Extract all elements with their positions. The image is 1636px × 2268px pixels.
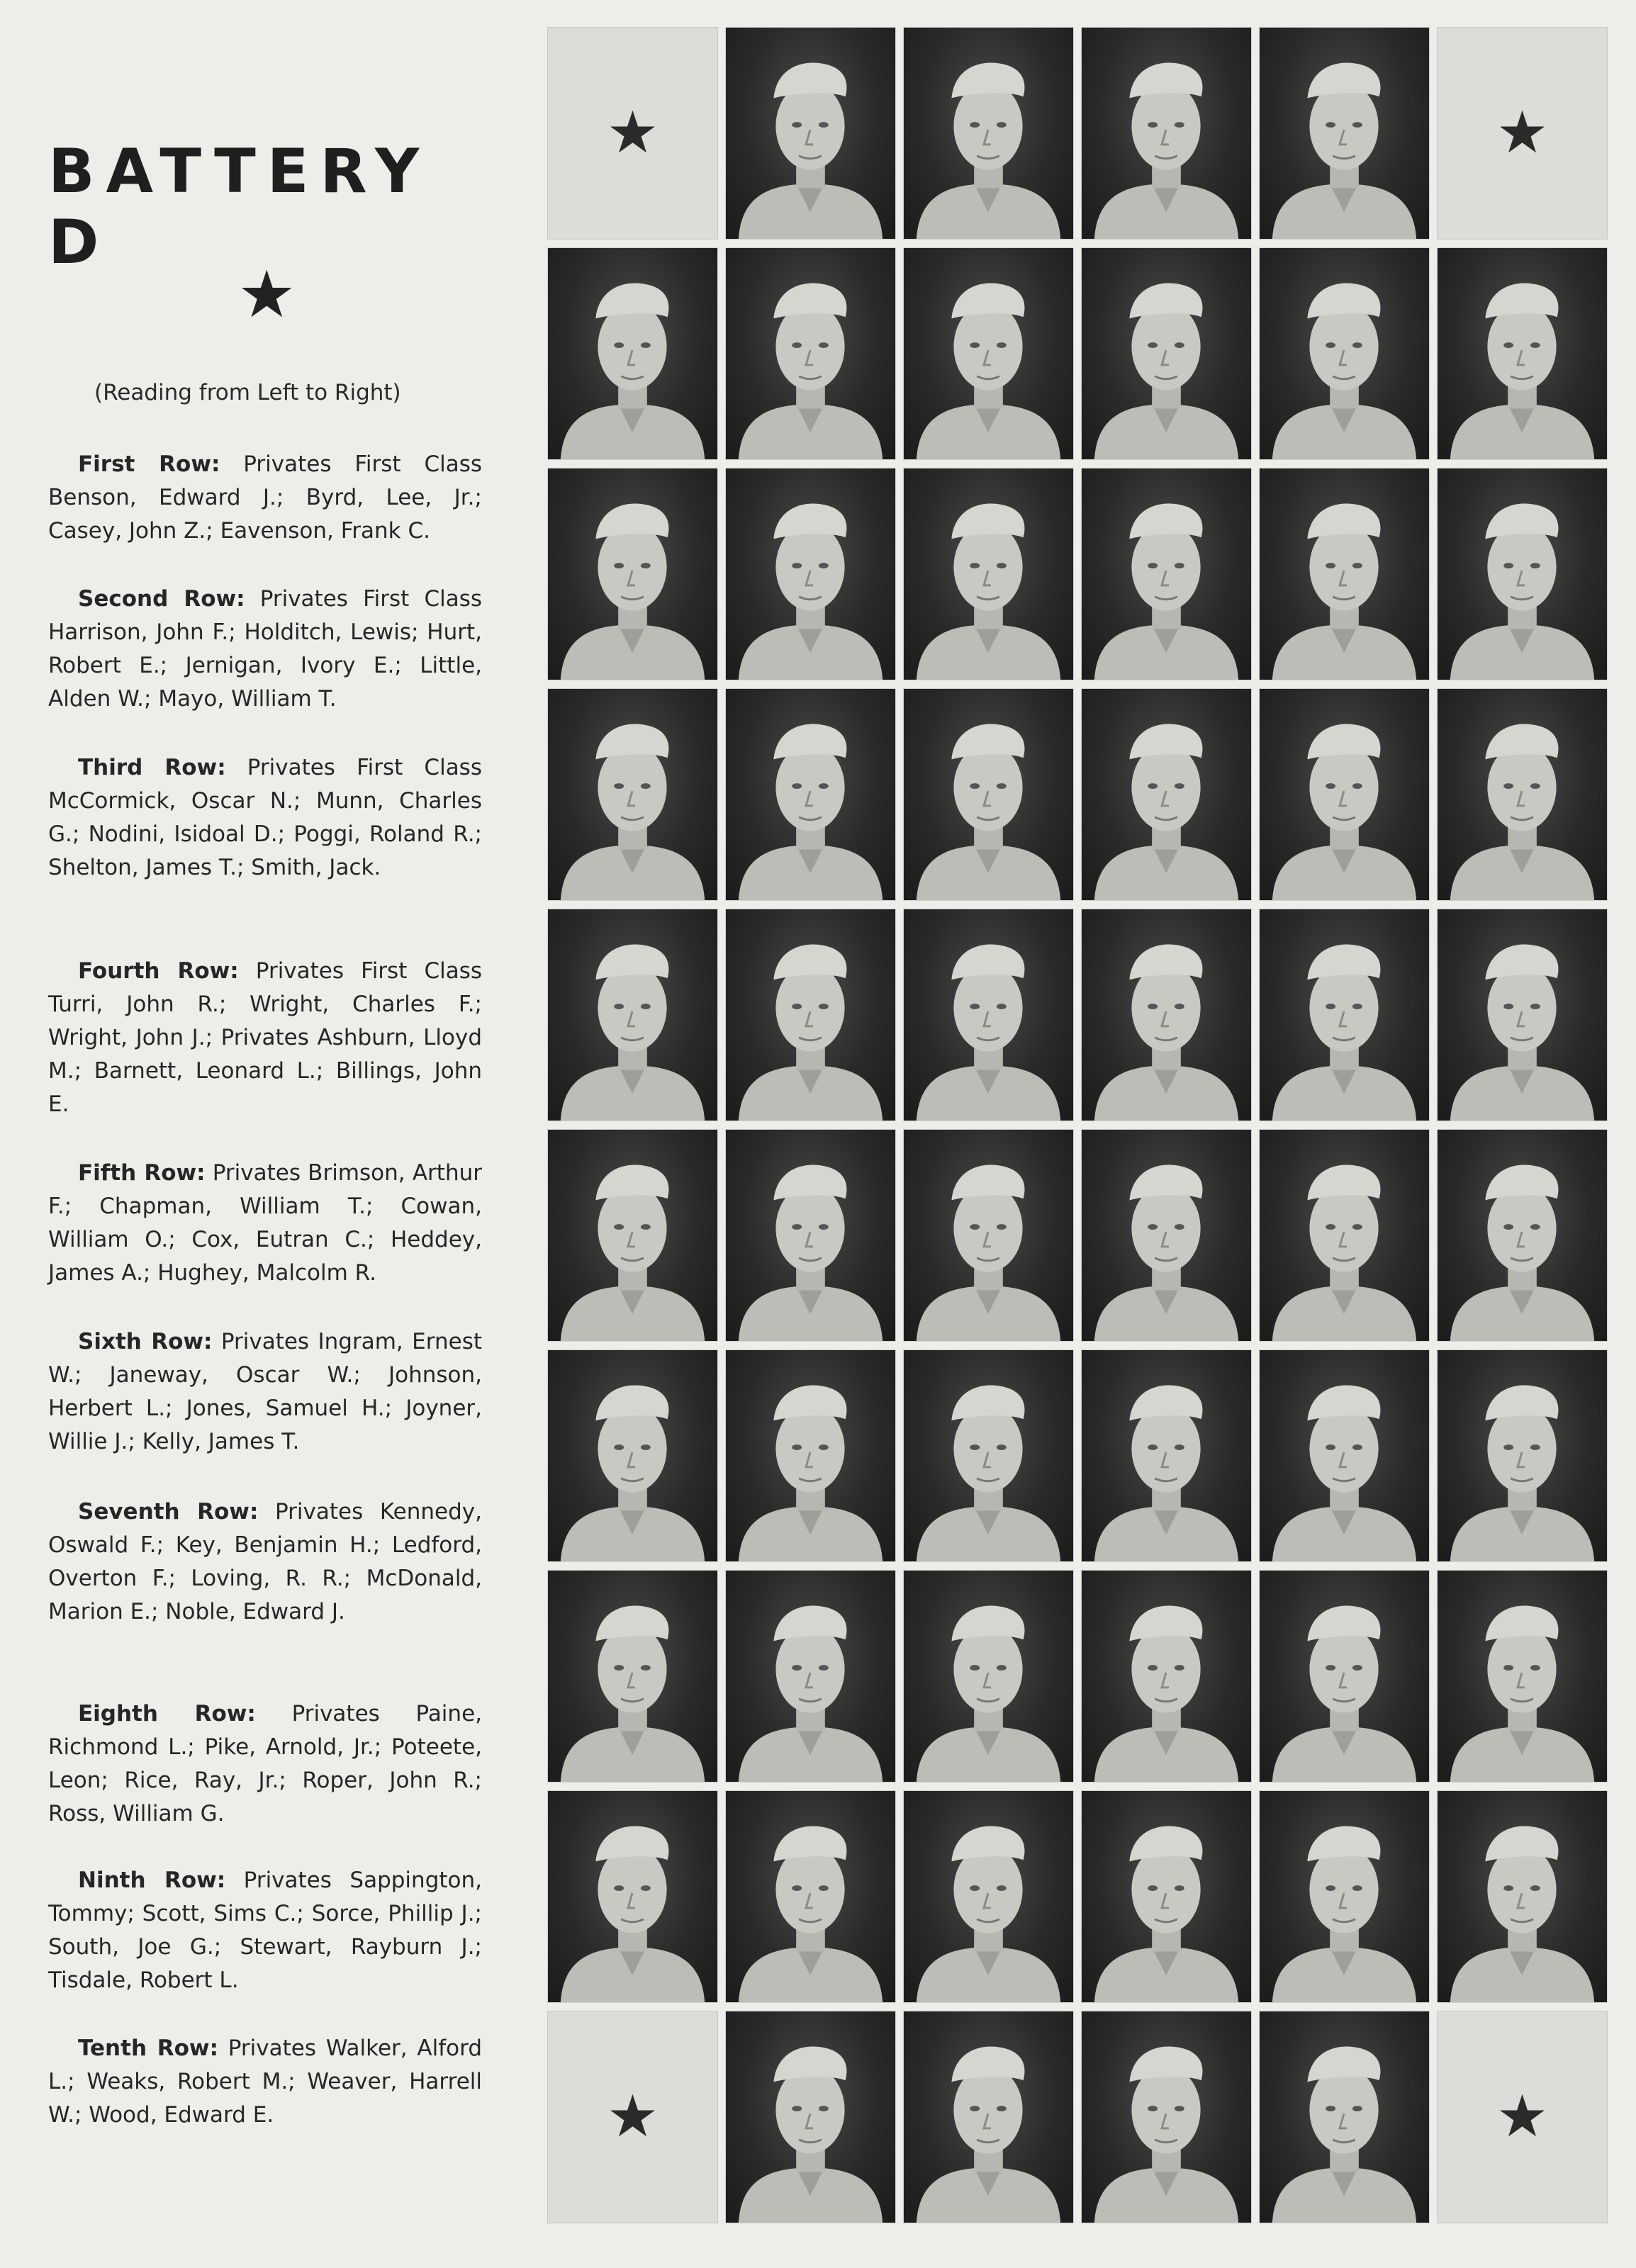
portrait-photo bbox=[1259, 247, 1430, 460]
portrait-photo bbox=[1437, 1129, 1608, 1342]
row-names: Privates First Class McCormick, Oscar N.; Munn, Charles G.; Nodini, Isidoal D.; Poggi, Roland R.; Shelton, James T.; Smith, Jack. bbox=[48, 755, 482, 880]
portrait-photo bbox=[547, 247, 718, 460]
portrait-photo bbox=[1259, 27, 1430, 240]
portrait-photo bbox=[903, 688, 1074, 901]
portrait-photo bbox=[1259, 1129, 1430, 1342]
row-label: Ninth Row: bbox=[78, 1868, 226, 1893]
star-icon: ★ bbox=[606, 2083, 659, 2150]
portrait-photo bbox=[1081, 1129, 1252, 1342]
portrait-photo bbox=[903, 1570, 1074, 1783]
portrait-photo bbox=[725, 688, 896, 901]
portrait-photo bbox=[903, 1129, 1074, 1342]
portrait-photo bbox=[547, 688, 718, 901]
star-tile bbox=[1437, 2011, 1608, 2223]
portrait-photo bbox=[547, 1790, 718, 2003]
row-names: Privates Brimson, Arthur F.; Chapman, William T.; Cowan, William O.; Cox, Eutran C.; Heddey, James A.; Hughey, Malcolm R. bbox=[48, 1160, 482, 1286]
portrait-photo bbox=[1081, 1790, 1252, 2003]
row-caption-4 bbox=[48, 955, 482, 1121]
portrait-photo bbox=[1259, 1349, 1430, 1562]
star-icon: ★ bbox=[606, 99, 659, 167]
row-names: Privates Ingram, Ernest W.; Janeway, Oscar W.; Johnson, Herbert L.; Jones, Samuel H.; Joyner, Willie J.; Kelly, James T. bbox=[48, 1329, 482, 1454]
portrait-photo bbox=[1437, 468, 1608, 680]
row-caption-7 bbox=[48, 1495, 482, 1629]
portrait-photo bbox=[1259, 468, 1430, 680]
star-tile bbox=[1437, 27, 1608, 240]
portrait-photo bbox=[903, 247, 1074, 460]
row-label: Fourth Row: bbox=[78, 958, 239, 984]
portrait-photo bbox=[725, 468, 896, 680]
row-caption-8 bbox=[48, 1697, 482, 1831]
portrait-photo bbox=[547, 909, 718, 1121]
portrait-photo bbox=[547, 1570, 718, 1783]
portrait-photo bbox=[1437, 1790, 1608, 2003]
portrait-photo bbox=[725, 1349, 896, 1562]
photo-grid bbox=[547, 27, 1608, 2225]
row-names: Privates Walker, Alford L.; Weaks, Robert M.; Weaver, Harrell W.; Wood, Edward E. bbox=[48, 2036, 482, 2128]
portrait-photo bbox=[725, 1129, 896, 1342]
portrait-photo bbox=[1259, 688, 1430, 901]
star-icon: ★ bbox=[237, 257, 296, 332]
portrait-photo bbox=[1259, 1570, 1430, 1783]
portrait-photo bbox=[903, 27, 1074, 240]
row-caption-2 bbox=[48, 583, 482, 716]
row-names: Privates First Class Turri, John R.; Wright, Charles F.; Wright, John J.; Privates Ashburn, Lloyd M.; Barnett, Leonard L.; Billings, John E. bbox=[48, 958, 482, 1117]
star-icon: ★ bbox=[1496, 2083, 1549, 2150]
portrait-photo bbox=[547, 1349, 718, 1562]
portrait-photo bbox=[903, 1349, 1074, 1562]
row-label: Tenth Row: bbox=[78, 2036, 218, 2061]
portrait-photo bbox=[1081, 1349, 1252, 1562]
row-label: Second Row: bbox=[78, 586, 245, 612]
star-tile bbox=[547, 27, 718, 240]
portrait-photo bbox=[903, 909, 1074, 1121]
row-label: Sixth Row: bbox=[78, 1329, 213, 1354]
reading-note: (Reading from Left to Right) bbox=[94, 380, 401, 405]
portrait-photo bbox=[903, 1790, 1074, 2003]
star-tile bbox=[547, 2011, 718, 2223]
portrait-photo bbox=[1437, 1349, 1608, 1562]
row-label: Seventh Row: bbox=[78, 1499, 259, 1525]
portrait-photo bbox=[725, 1570, 896, 1783]
portrait-photo bbox=[547, 468, 718, 680]
portrait-photo bbox=[1259, 1790, 1430, 2003]
portrait-photo bbox=[1081, 247, 1252, 460]
row-names: Privates Sappington, Tommy; Scott, Sims C.; Sorce, Phillip J.; South, Joe G.; Stewart, Rayburn J.; Tisdale, Robert L. bbox=[48, 1868, 482, 1993]
portrait-photo bbox=[1437, 688, 1608, 901]
row-caption-10 bbox=[48, 2032, 482, 2132]
caption-column bbox=[0, 0, 525, 2268]
portrait-photo bbox=[1081, 1570, 1252, 1783]
row-label: Third Row: bbox=[78, 755, 226, 780]
row-caption-5 bbox=[48, 1157, 482, 1290]
row-label: Eighth Row: bbox=[78, 1701, 256, 1727]
row-names: Privates First Class Benson, Edward J.; Byrd, Lee, Jr.; Casey, John Z.; Eavenson, Frank C. bbox=[48, 451, 483, 544]
row-names: Privates First Class Harrison, John F.; Holditch, Lewis; Hurt, Robert E.; Jernigan, Ivory E.; Little, Alden W.; Mayo, William T. bbox=[48, 586, 482, 712]
portrait-photo bbox=[1081, 27, 1252, 240]
portrait-photo bbox=[725, 909, 896, 1121]
portrait-photo bbox=[547, 1129, 718, 1342]
row-names: Privates Kennedy, Oswald F.; Key, Benjamin H.; Ledford, Overton F.; Loving, R. R.; McDonald, Marion E.; Noble, Edward J. bbox=[48, 1499, 482, 1624]
portrait-photo bbox=[1081, 468, 1252, 680]
row-label: Fifth Row: bbox=[78, 1160, 206, 1186]
row-label: First Row: bbox=[78, 451, 220, 477]
portrait-photo bbox=[725, 2011, 896, 2223]
portrait-photo bbox=[1259, 2011, 1430, 2223]
portrait-photo bbox=[1081, 2011, 1252, 2223]
row-caption-3 bbox=[48, 751, 482, 885]
portrait-photo bbox=[1081, 909, 1252, 1121]
row-caption-1 bbox=[48, 448, 482, 548]
star-icon: ★ bbox=[1496, 99, 1549, 167]
portrait-photo bbox=[725, 1790, 896, 2003]
portrait-photo bbox=[1259, 909, 1430, 1121]
row-caption-9 bbox=[48, 1864, 482, 1997]
portrait-photo bbox=[1437, 247, 1608, 460]
portrait-photo bbox=[903, 2011, 1074, 2223]
portrait-photo bbox=[1437, 1570, 1608, 1783]
row-names: Privates Paine, Richmond L.; Pike, Arnold, Jr.; Poteete, Leon; Rice, Ray, Jr.; Roper, John R.; Ross, William G. bbox=[48, 1701, 482, 1826]
row-caption-6 bbox=[48, 1325, 482, 1459]
portrait-photo bbox=[725, 247, 896, 460]
portrait-photo bbox=[1081, 688, 1252, 901]
portrait-photo bbox=[1437, 909, 1608, 1121]
page-title: BATTERY D bbox=[48, 136, 431, 278]
portrait-photo bbox=[725, 27, 896, 240]
portrait-photo bbox=[903, 468, 1074, 680]
